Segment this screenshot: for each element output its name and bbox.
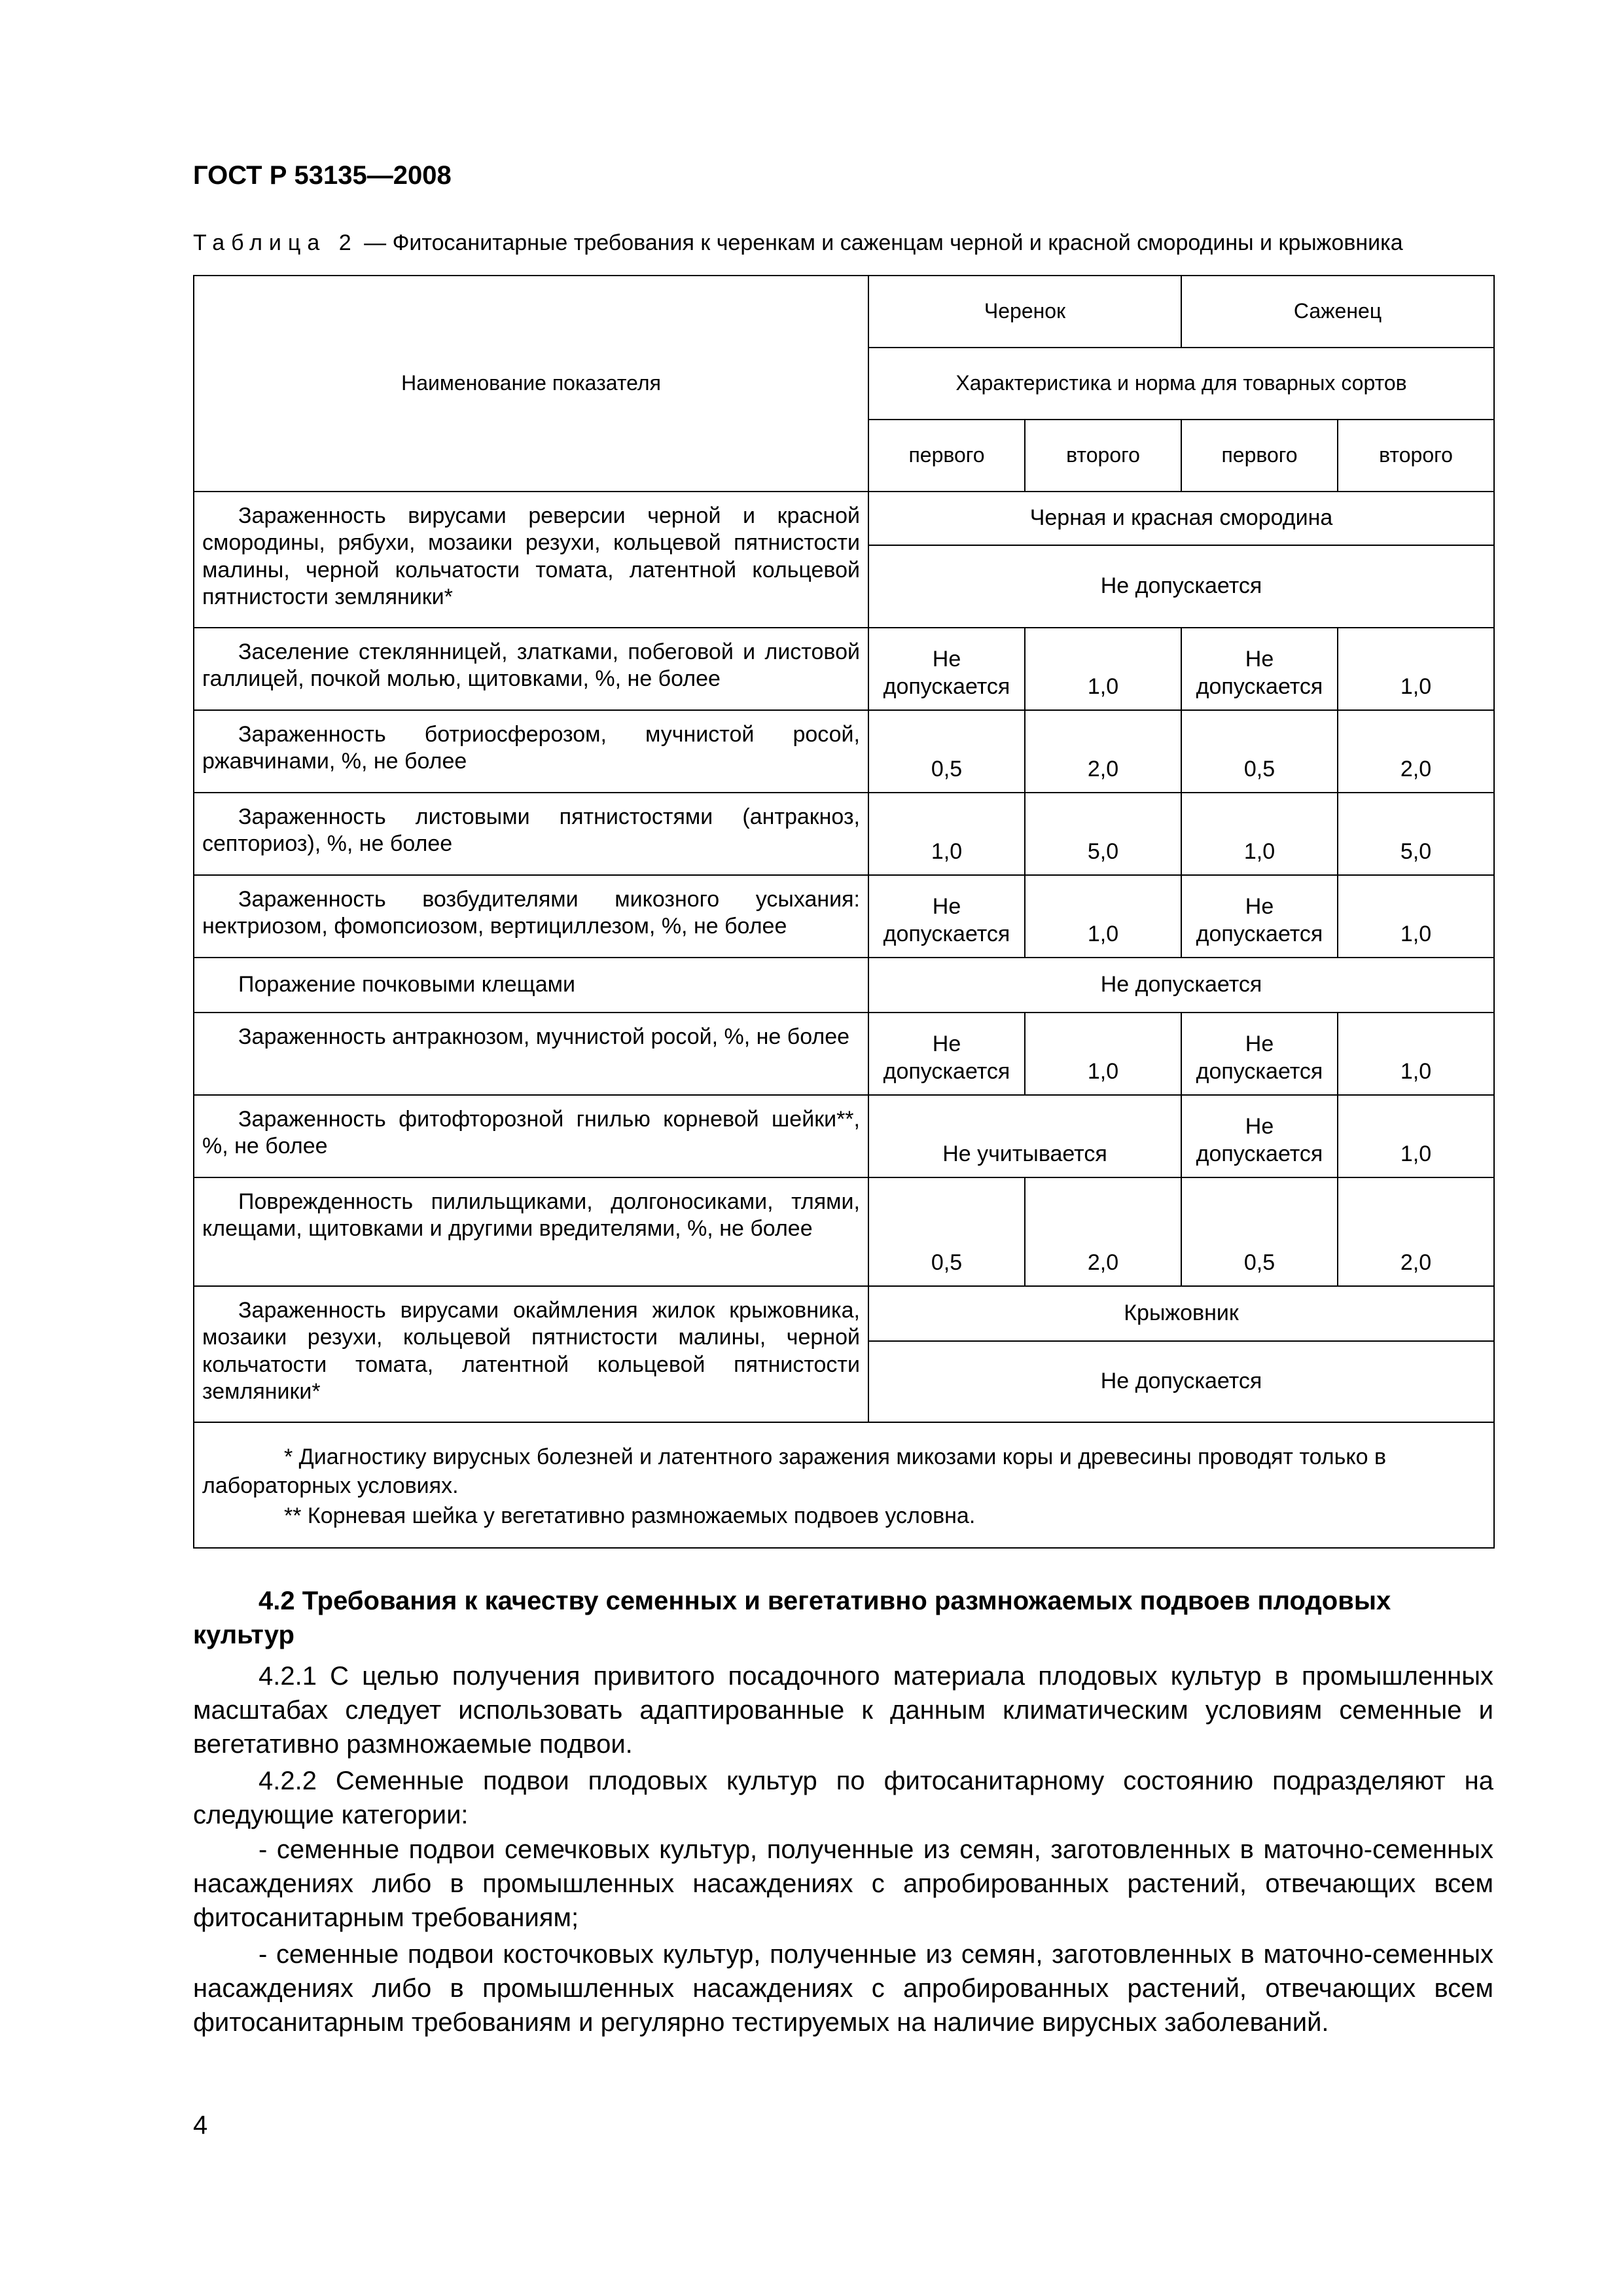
table-row bbox=[194, 710, 1494, 793]
table-cell-merged: Не допускается bbox=[868, 545, 1494, 628]
table-row-label: Поврежденность пилильщиками, долгоносиками, тлями, клещами, щитовками и другими вредителями, %, не более bbox=[194, 1177, 868, 1286]
table-row-label: Зараженность фитофторозной гнилью корневой шейки**, %, не более bbox=[194, 1095, 868, 1177]
table-cell: 1,0 bbox=[1338, 1095, 1494, 1177]
header-grade-second: второго bbox=[1025, 420, 1181, 492]
table-cell-merged: Не допускается bbox=[868, 958, 1494, 1013]
table-cell: 0,5 bbox=[868, 710, 1025, 793]
table-cell: 1,0 bbox=[1025, 628, 1181, 710]
table-row-label: Зараженность листовыми пятнистостями (антракноз, септориоз), %, не более bbox=[194, 793, 868, 875]
table-cell: 2,0 bbox=[1025, 710, 1181, 793]
table-cell: 1,0 bbox=[1338, 875, 1494, 958]
header-cutting: Черенок bbox=[868, 276, 1181, 348]
header-characteristic: Характеристика и норма для товарных сортов bbox=[868, 348, 1494, 420]
header-grade-first: первого bbox=[1181, 420, 1338, 492]
table-caption-lead: Таблица 2 bbox=[193, 230, 358, 255]
table-notes bbox=[194, 1422, 1494, 1548]
table-cell: Не допускается bbox=[868, 875, 1025, 958]
table-cell: 1,0 bbox=[1025, 875, 1181, 958]
table-note: ** Корневая шейка у вегетативно размножаемых подвоев условна. bbox=[284, 1503, 976, 1529]
table-cell: 2,0 bbox=[1338, 1177, 1494, 1286]
table-cell: 1,0 bbox=[1025, 1013, 1181, 1095]
table-row bbox=[194, 875, 1494, 958]
group-label-gooseberry: Крыжовник bbox=[868, 1286, 1494, 1341]
table-row-label: Зараженность вирусами реверсии черной и красной смородины, рябухи, мозаики резухи, кольцевой пятнистости малины, черной кольчатости томата, латентной кольцевой пятнистости земляники* bbox=[194, 492, 868, 628]
list-item: - семенные подвои семечковых культур, полученные из семян, заготовленных в маточно-семенных насаждениях либо в промышленных насаждениях с апробированных растений, отвечающих всем фитосанитарным требованиям; bbox=[193, 1835, 1493, 1932]
table-row bbox=[194, 958, 1494, 1013]
table-cell: Не допускается bbox=[1181, 628, 1338, 710]
table-cell: Не допускается bbox=[1181, 1013, 1338, 1095]
phytosanitary-table bbox=[193, 275, 1495, 1549]
table-row-label: Заселение стеклянницей, златками, побеговой и листовой галлицей, почкой молью, щитовками, %, не более bbox=[194, 628, 868, 710]
table-cell: 1,0 bbox=[1181, 793, 1338, 875]
table-row-label: Поражение почковыми клещами bbox=[194, 958, 868, 1013]
table-cell: 0,5 bbox=[1181, 710, 1338, 793]
table-cell: 1,0 bbox=[1338, 628, 1494, 710]
table-row-label: Зараженность возбудителями микозного усыхания: нектриозом, фомопсиозом, вертициллезом, %, не более bbox=[194, 875, 868, 958]
table-cell: Не допускается bbox=[1181, 1095, 1338, 1177]
table-cell: 2,0 bbox=[1338, 710, 1494, 793]
paragraph: 4.2.2 Семенные подвои плодовых культур по фитосанитарному состоянию подразделяют на следующие категории: bbox=[193, 1767, 1493, 1829]
table-note: * Диагностику вирусных болезней и латентного заражения микозами коры и древесины проводят только в лабораторных условиях. bbox=[202, 1444, 1387, 1499]
table-cell: 0,5 bbox=[868, 1177, 1025, 1286]
table-cell-merged: Не допускается bbox=[868, 1341, 1494, 1422]
group-label-currant: Черная и красная смородина bbox=[868, 492, 1494, 545]
table-row bbox=[194, 628, 1494, 710]
table-row bbox=[194, 1095, 1494, 1177]
table-cell: Не допускается bbox=[868, 628, 1025, 710]
page-number: 4 bbox=[193, 2111, 208, 2140]
table-row bbox=[194, 793, 1494, 875]
table-cell: 2,0 bbox=[1025, 1177, 1181, 1286]
header-seedling: Саженец bbox=[1181, 276, 1494, 348]
section-number: 4.2 bbox=[259, 1587, 295, 1615]
paragraph: 4.2.1 С целью получения привитого посадочного материала плодовых культур в промышленных масштабах следует использовать адаптированные к данным климатическим условиям семенные и вегетативно размножаемые подвои. bbox=[193, 1662, 1493, 1759]
table-row-label: Зараженность вирусами окаймления жилок крыжовника, мозаики резухи, кольцевой пятнистости малины, черной кольчатости томата, латентной кольцевой пятнистости земляники* bbox=[194, 1286, 868, 1422]
table-cell: 0,5 bbox=[1181, 1177, 1338, 1286]
document-header: ГОСТ Р 53135—2008 bbox=[193, 161, 452, 190]
table-cell: 1,0 bbox=[868, 793, 1025, 875]
header-indicator-name: Наименование показателя bbox=[194, 276, 868, 492]
table-row bbox=[194, 1013, 1494, 1095]
table-cell: Не допускается bbox=[1181, 875, 1338, 958]
header-grade-second: второго bbox=[1338, 420, 1494, 492]
table-cell-merged: Не учитывается bbox=[868, 1095, 1181, 1177]
section-title: Требования к качеству семенных и вегетативно размножаемых подвоев плодовых культур bbox=[193, 1587, 1391, 1649]
table-cell: Не допускается bbox=[868, 1013, 1025, 1095]
table-row-label: Зараженность антракнозом, мучнистой росой, %, не более bbox=[194, 1013, 868, 1095]
table-cell: 5,0 bbox=[1025, 793, 1181, 875]
section-heading bbox=[193, 1584, 1493, 1652]
list-item: - семенные подвои косточковых культур, полученные из семян, заготовленных в маточно-семенных насаждениях либо в промышленных насаждениях с апробированных растений, отвечающих всем фитосанитарным требованиям и регулярно тестируемых на наличие вирусных заболеваний. bbox=[193, 1940, 1493, 2037]
table-caption bbox=[193, 230, 1495, 256]
table-row-label: Зараженность ботриосферозом, мучнистой росой, ржавчинами, %, не более bbox=[194, 710, 868, 793]
table-caption-text: — Фитосанитарные требования к черенкам и саженцам черной и красной смородины и крыжовника bbox=[357, 230, 1403, 255]
header-grade-first: первого bbox=[868, 420, 1025, 492]
table-row bbox=[194, 1177, 1494, 1286]
table-cell: 1,0 bbox=[1338, 1013, 1494, 1095]
table-cell: 5,0 bbox=[1338, 793, 1494, 875]
